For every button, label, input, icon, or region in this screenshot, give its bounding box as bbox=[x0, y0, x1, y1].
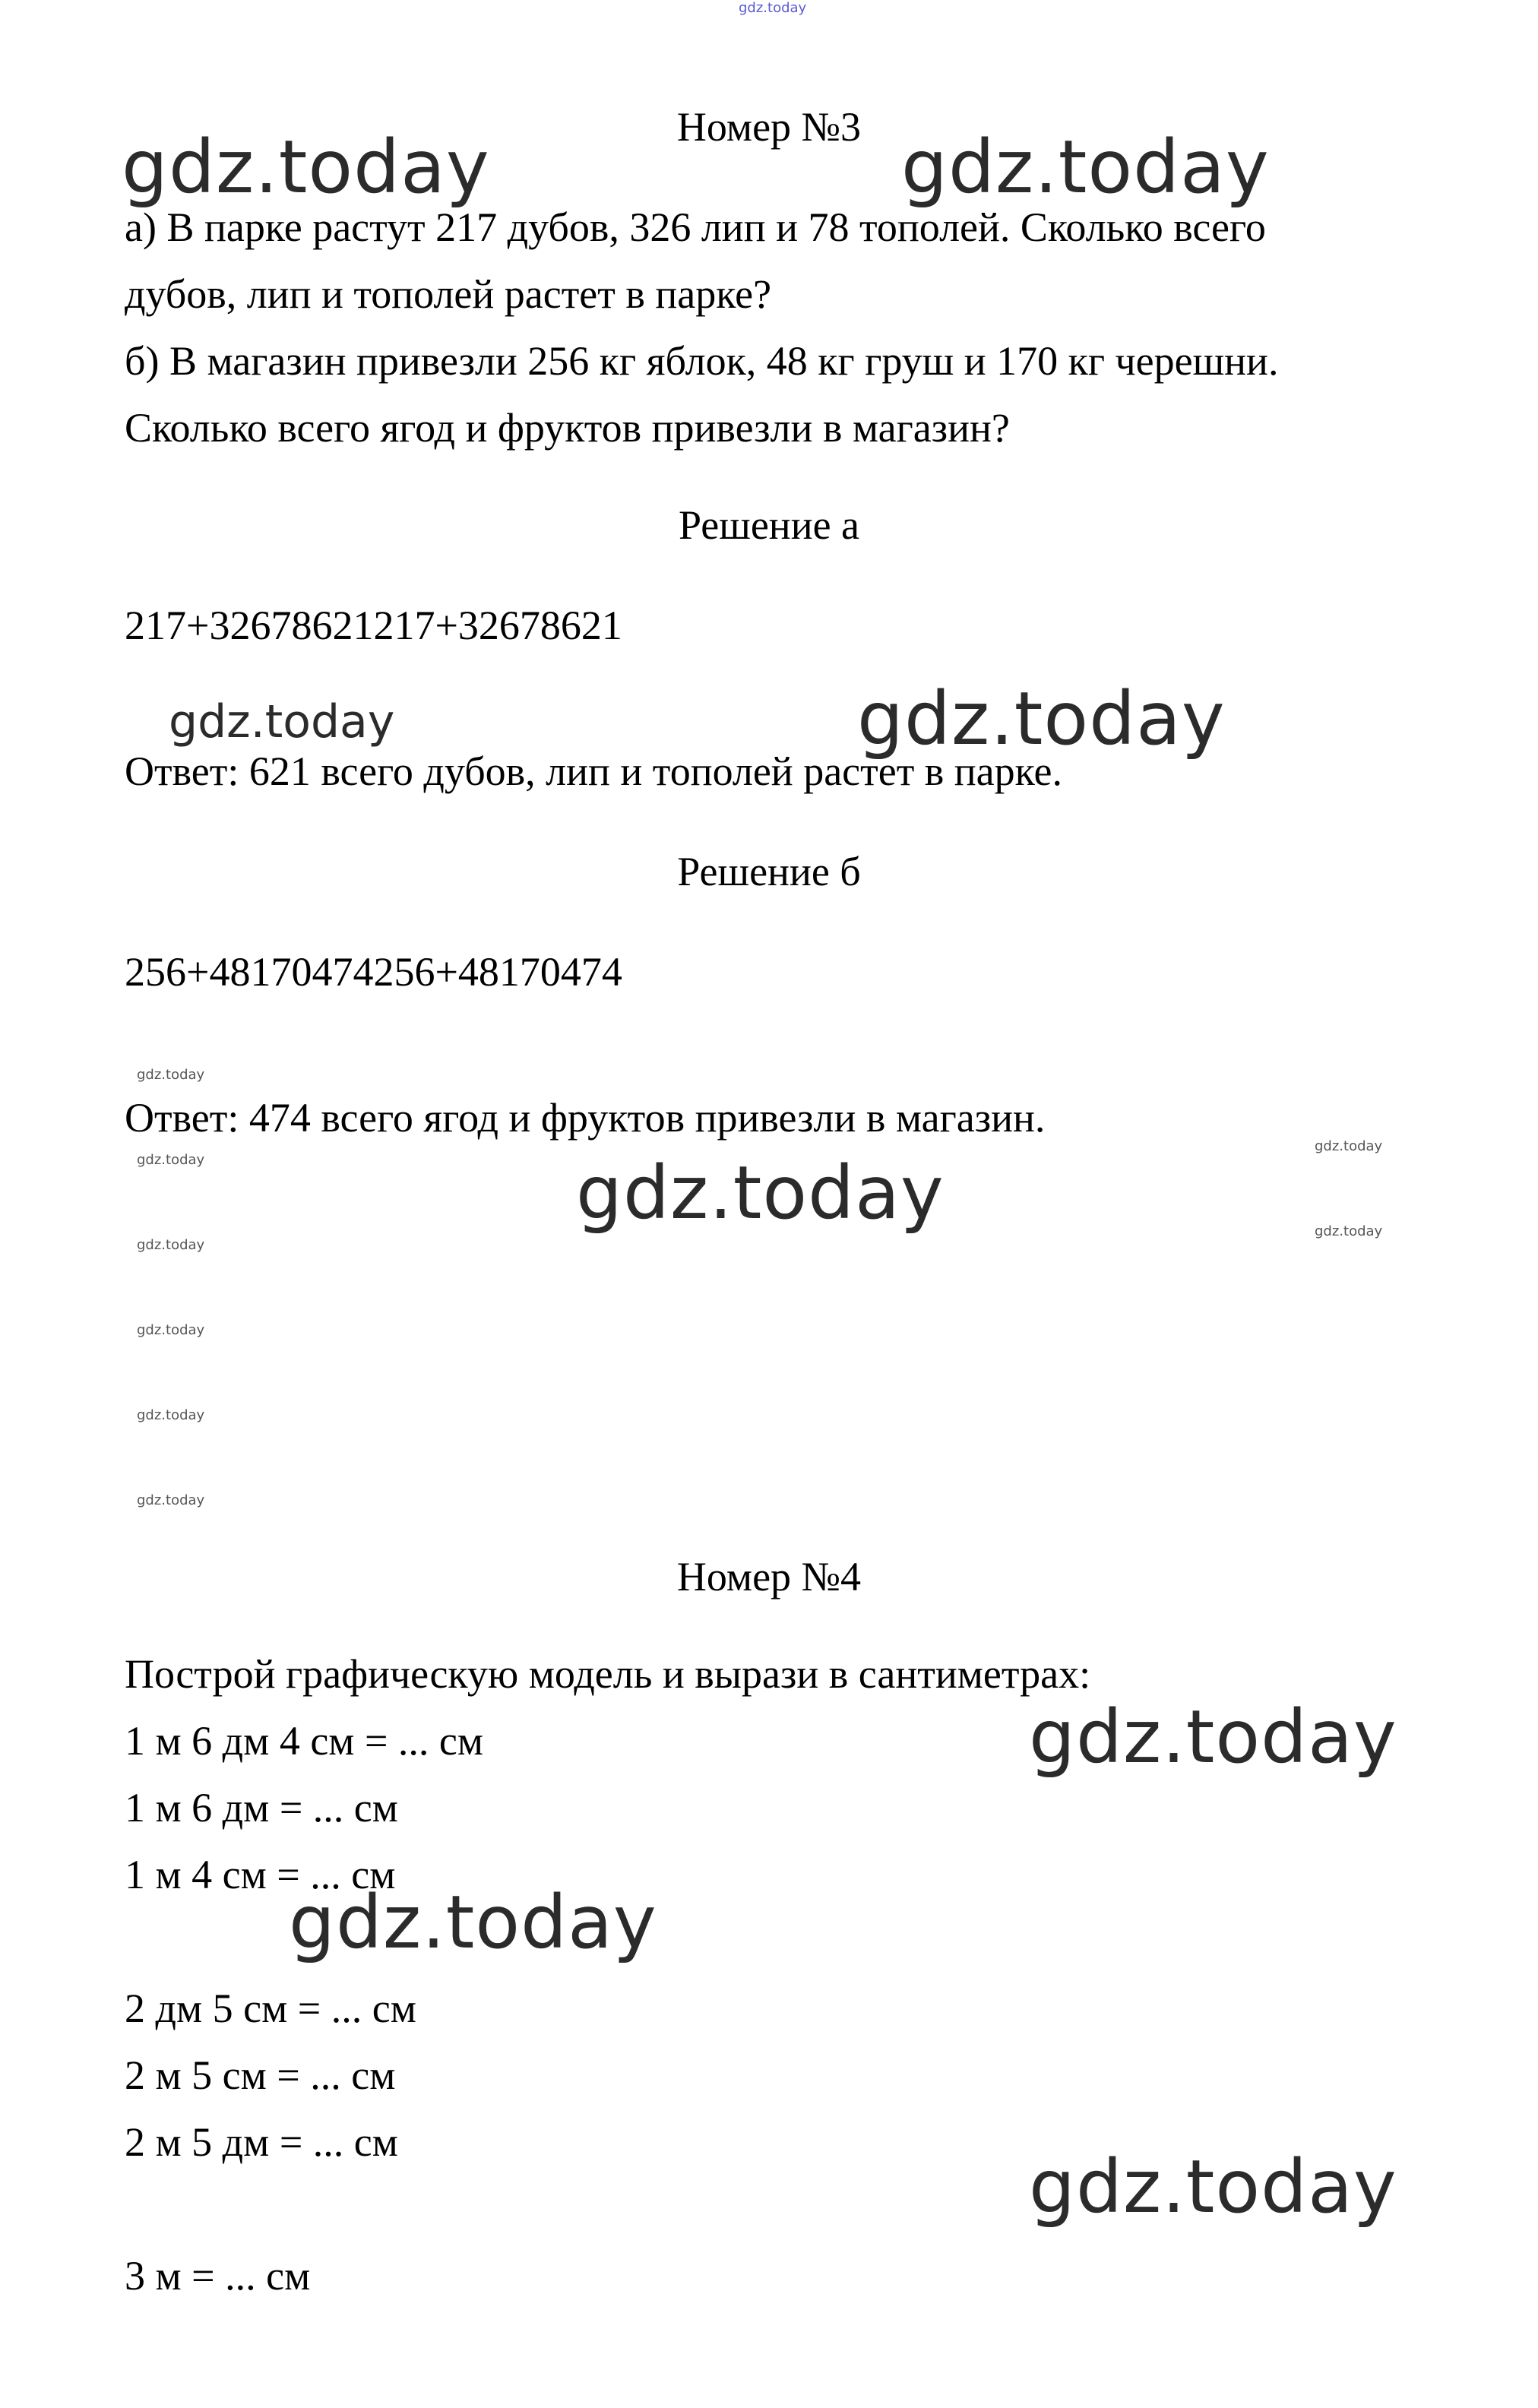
watermark: gdz.today bbox=[122, 125, 490, 210]
task4-prompt: Построй графическую модель и вырази в сантиметрах: bbox=[125, 1651, 1091, 1697]
watermark: gdz.today bbox=[137, 1067, 205, 1083]
watermark: gdz.today bbox=[1315, 1138, 1383, 1154]
task4-item: 2 дм 5 см = ... см bbox=[125, 1986, 416, 2031]
task3-title: Номер №3 bbox=[676, 104, 862, 150]
task3-text-line: б) В магазин привезли 256 кг яблок, 48 кг груш и 170 кг черешни. bbox=[125, 338, 1279, 384]
watermark: gdz.today bbox=[137, 1492, 205, 1508]
watermark: gdz.today bbox=[1315, 1223, 1383, 1239]
task4-item: 2 м 5 см = ... см bbox=[125, 2052, 396, 2098]
watermark: gdz.today bbox=[137, 1152, 205, 1168]
watermark: gdz.today bbox=[1029, 2144, 1397, 2229]
task4-item: 3 м = ... см bbox=[125, 2253, 311, 2299]
watermark: gdz.today bbox=[137, 1407, 205, 1423]
task3-text-line: дубов, лип и тополей растет в парке? bbox=[125, 271, 772, 317]
solution-a-expression: 217+32678621217+32678621 bbox=[125, 603, 622, 648]
watermark: gdz.today bbox=[857, 676, 1226, 761]
task4-item: 2 м 5 дм = ... см bbox=[125, 2119, 398, 2165]
task4-title: Номер №4 bbox=[676, 1554, 862, 1600]
task3-text-line: Сколько всего ягод и фруктов привезли в магазин? bbox=[125, 405, 1010, 451]
task4-item: 1 м 6 дм = ... см bbox=[125, 1785, 398, 1831]
watermark: gdz.today bbox=[901, 125, 1270, 210]
watermark: gdz.today bbox=[576, 1150, 945, 1236]
top-watermark: gdz.today bbox=[739, 0, 807, 16]
solution-b-expression: 256+48170474256+48170474 bbox=[125, 949, 622, 995]
task4-item: 1 м 4 см = ... см bbox=[125, 1852, 396, 1897]
task3-text-line: а) В парке растут 217 дубов, 326 лип и 78 тополей. Сколько всего bbox=[125, 204, 1266, 250]
answer-b: Ответ: 474 всего ягод и фруктов привезли в магазин. bbox=[125, 1095, 1046, 1141]
solution-a-title: Решение а bbox=[678, 502, 860, 548]
watermark: gdz.today bbox=[289, 1880, 657, 1965]
watermark: gdz.today bbox=[1029, 1694, 1397, 1780]
solution-b-title: Решение б bbox=[677, 849, 861, 894]
watermark: gdz.today bbox=[169, 695, 395, 748]
task4-item: 1 м 6 дм 4 см = ... см bbox=[125, 1718, 484, 1764]
watermark: gdz.today bbox=[137, 1237, 205, 1253]
answer-a: Ответ: 621 всего дубов, лип и тополей растет в парке. bbox=[125, 748, 1063, 794]
watermark: gdz.today bbox=[137, 1322, 205, 1338]
